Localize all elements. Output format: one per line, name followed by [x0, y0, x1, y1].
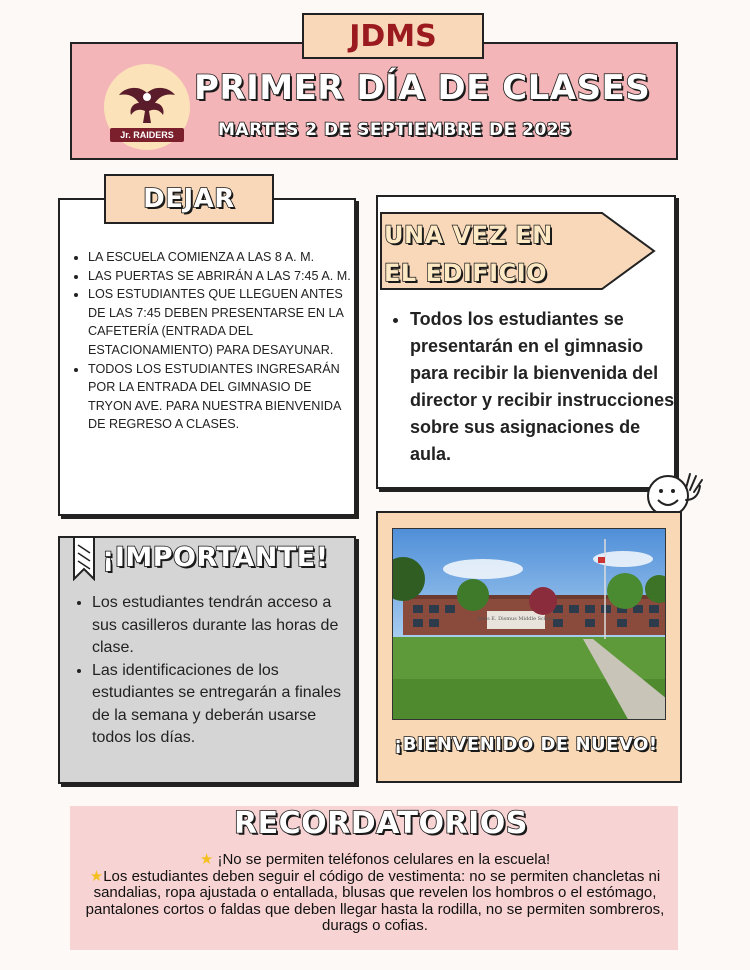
reminder-dress-code: Los estudiantes deben seguir el código de vestimenta: no se permiten chancletas ni sandalias, ropa ajustada o entallada, blusas que revelen los hombros o el estómago, pantalones cortos o faldas que deben llegar hasta la rodilla, no se permiten sombreros, durags o cofias. — [85, 867, 665, 934]
page-title: PRIMER DÍA DE CLASES — [194, 68, 651, 108]
in-building-title-line2: EL EDIFICIO — [384, 259, 548, 287]
school-logo — [104, 64, 190, 150]
list-item: • LOS ESTUDIANTES QUE LLEGUEN ANTES DE LAS 7:45 DEBEN PRESENTARSE EN LA CAFETERÍA (ENTRADA DEL ESTACIONAMIENTO) PARA DESAYUNAR. — [88, 285, 352, 359]
dropoff-panel — [58, 198, 356, 516]
dropoff-list — [88, 248, 352, 434]
welcome-caption: ¡BIENVENIDO DE NUEVO! — [394, 734, 658, 755]
building-sign: Janis E. Dismus Middle School — [477, 616, 555, 622]
list-item: • Las identificaciones de los estudiantes se entregarán a finales de la semana y deberán usarse todos los días. — [92, 660, 354, 750]
list-item: • Todos los estudiantes se presentarán en el gimnasio para recibir la bienvenida del director y recibir instrucciones sobre sus asignaciones de aula. — [410, 306, 678, 468]
important-list — [92, 592, 354, 750]
school-tag — [302, 13, 484, 59]
star-icon: ★ — [89, 867, 104, 885]
reminders-text — [78, 852, 672, 935]
reminder-phones: ¡No se permiten teléfonos celulares en la escuela! — [217, 851, 551, 868]
in-building-list — [410, 306, 678, 468]
dropoff-tag — [104, 174, 274, 224]
list-item: • TODOS LOS ESTUDIANTES INGRESARÁN POR LA ENTRADA DEL GIMNASIO DE TRYON AVE. PARA NUESTRA BIENVENIDA DE REGRESO A CLASES. — [88, 360, 352, 434]
list-item: • LAS PUERTAS SE ABRIRÁN A LAS 7:45 A. M. — [88, 267, 352, 286]
in-building-title — [384, 216, 553, 292]
reminder-line-2 — [78, 869, 672, 935]
logo-badge: Jr. RAIDERS — [110, 128, 184, 142]
reminders-title: RECORDATORIOS — [234, 806, 528, 841]
eagle-logo-icon — [117, 83, 177, 131]
list-item: • Los estudiantes tendrán acceso a sus casilleros durante las horas de clase. — [92, 592, 354, 660]
list-item: • LA ESCUELA COMIENZA A LAS 8 A. M. — [88, 248, 352, 267]
school-building-image — [393, 529, 666, 720]
bookmark-icon — [72, 537, 96, 581]
reminder-line-1 — [78, 852, 672, 869]
star-icon: ★ — [199, 851, 214, 868]
school-tag-label: JDMS — [349, 18, 437, 54]
event-date: MARTES 2 DE SEPTIEMBRE DE 2025 — [218, 120, 572, 140]
dropoff-title: DEJAR — [143, 184, 235, 214]
header-banner — [70, 42, 678, 160]
important-title: ¡IMPORTANTE! — [102, 542, 329, 573]
in-building-title-line1: UNA VEZ EN — [384, 221, 553, 249]
school-photo — [392, 528, 666, 720]
